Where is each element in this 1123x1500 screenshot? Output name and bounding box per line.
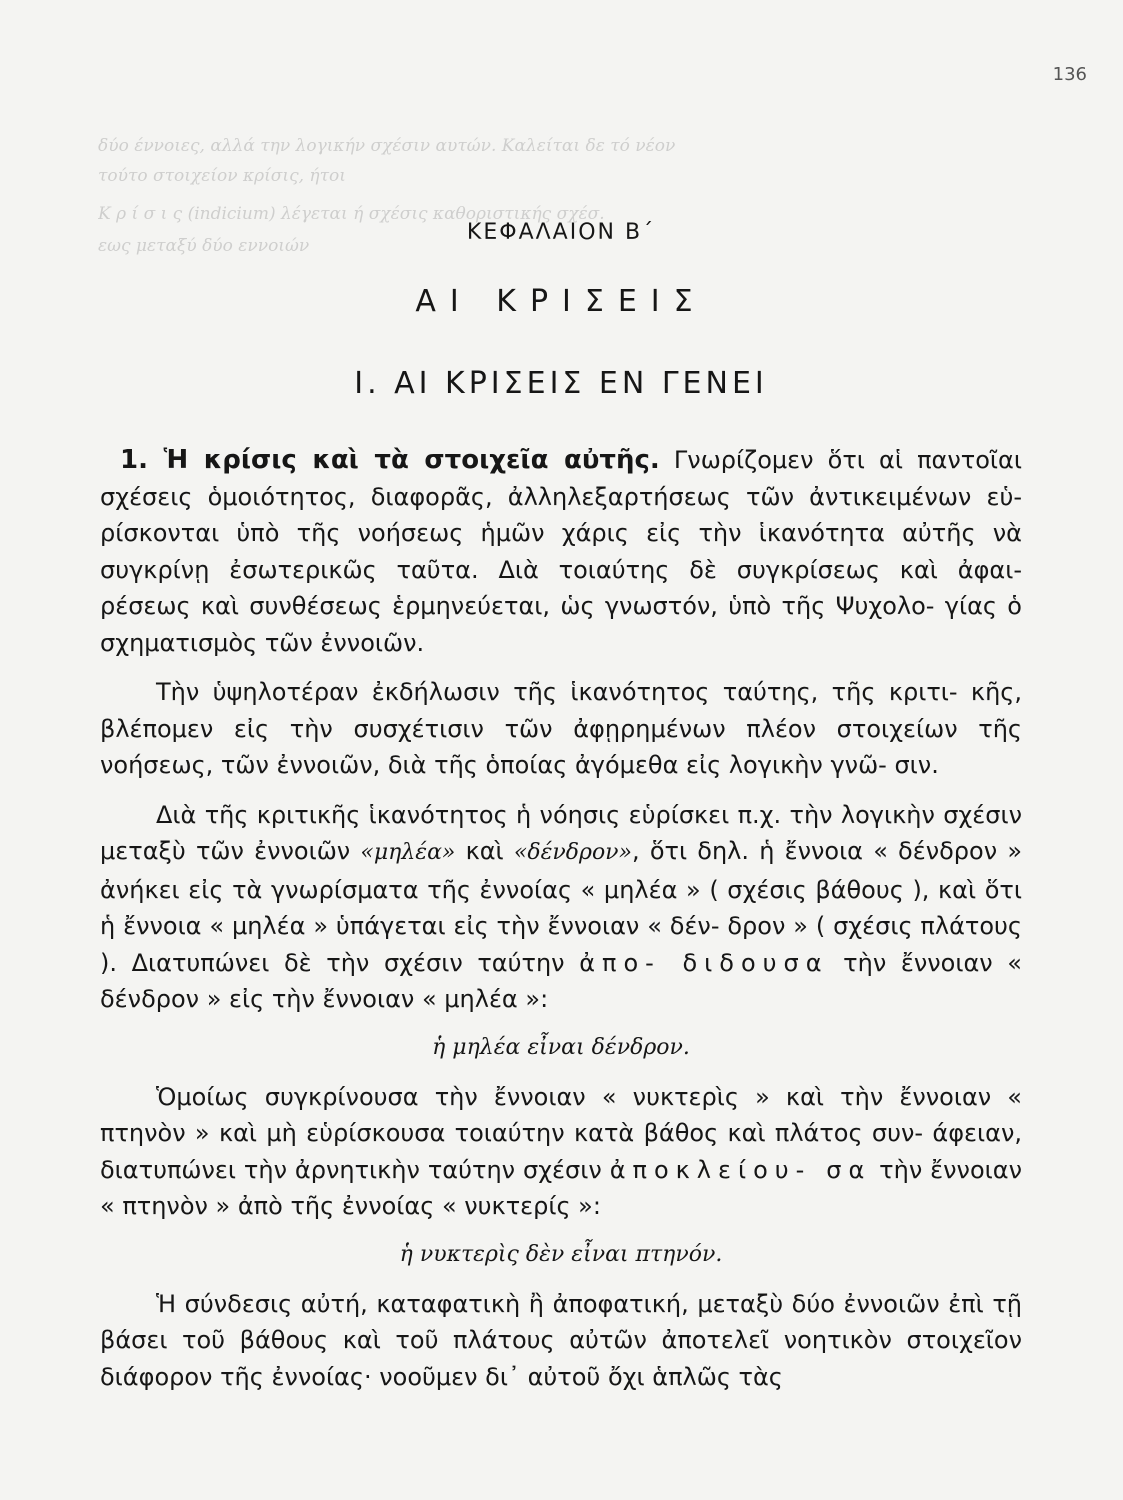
paragraph-2: Τὴν ὑψηλοτέραν ἐκδήλωσιν τῆς ἱκανότητος ταύτης, τῆς κριτι- κῆς, βλέπομεν εἰς τὴν συσχέτισιν τῶν ἀφῃρημένων πλέον στοιχείων τῆς νοήσεως, τῶν ἐννοιῶν, διὰ τῆς ὁποίας ἀγόμεθα εἰς λογικὴν γνῶ- σιν. (100, 678, 1022, 779)
bleed-through-line: εως μεταξύ δύο εννοιών (98, 236, 310, 256)
paragraph-5: Ἡ σύνδεσις αὐτή, καταφατικὴ ἢ ἀποφατική, μεταξὺ δύο ἐννοιῶν ἐπὶ τῇ βάσει τοῦ βάθους καὶ τοῦ πλάτους αὐτῶν ἀποτελεῖ νοητικὸν στοιχεῖον διάφορον τῆς ἐννοίας· νοοῦμεν δι᾽ αὐτοῦ ὄχι ἁπλῶς τὰς (100, 1289, 1022, 1391)
body-text (100, 442, 1022, 1395)
page-number: 136 (1052, 64, 1087, 85)
spaced-word: ἀποκλείου- σα (609, 1155, 872, 1184)
term-italic: «μηλέα» (360, 840, 456, 865)
spaced-word: ἀπο- διδουσα (579, 948, 829, 977)
paragraph-text: , ὅτι δηλ. ἡ ἔννοια « δένδρον » ἀνήκει εἰς τὰ γνωρίσματα τῆς ἐννοίας « μηλέα » ( σχέσις βάθους ), καὶ ὅτι ἡ ἔννοια « μηλέα » ὑπάγεται εἰς τὴν ἔννοιαν « δέν- δρον » ( σχέσις πλάτους ). Διατυπώνει δὲ τὴν σχέσιν ταύτην (100, 837, 1023, 977)
paragraph-text: Διὰ τῆς κριτικῆς ἱκανότητος ἡ νόησις εὑρίσκει π.χ. τὴν λογικὴν σχέσιν μεταξὺ τῶν ἐννοιῶν (100, 800, 1022, 865)
example-sentence: ἡ μηλέα εἶναι δένδρον. (432, 1034, 690, 1060)
section-title: Ι. ΑΙ ΚΡΙΣΕΙΣ ΕΝ ΓΕΝΕΙ (354, 366, 768, 401)
bleed-through-line: Κ ρ ί σ ι ς (indicium) λέγεται ή σχέσις καθοριστικής σχέσ. (98, 204, 605, 224)
bleed-through-line: τούτο στοιχείον κρίσις, ήτοι (98, 166, 346, 186)
paragraph-1 (100, 442, 1022, 661)
paragraph-text: Ὁμοίως συγκρίνουσα τὴν ἔννοιαν « νυκτερὶς » καὶ τὴν ἔννοιαν « πτηνὸν » καὶ μὴ εὑρίσκουσα τοιαύτην κατὰ βάθος καὶ πλάτος συν- άφειαν, διατυπώνει τὴν ἀρνητικὴν ταύτην σχέσιν (100, 1082, 1022, 1184)
paragraph-text: καὶ (455, 837, 514, 865)
example-sentence: ἡ νυκτερὶς δὲν εἶναι πτηνόν. (399, 1241, 723, 1267)
bleed-through-line: δύο έννοιες, αλλά την λογικήν σχέσιν αυτών. Καλείται δε τό νέον (98, 136, 676, 156)
chapter-title: ΑΙ ΚΡΙΣΕΙΣ (415, 284, 707, 319)
term-italic: «δένδρον» (513, 840, 633, 865)
paragraph-text: Γνωρίζομεν ὅτι αἱ παντοῖαι σχέσεις ὁμοιότητος, διαφορᾶς, ἀλληλεξαρτήσεως τῶν ἀντικειμένων εὑ- ρίσκονται ὑπὸ τῆς νοήσεως ἡμῶν χάρις εἰς τὴν ἱκανότητα αὐτῆς νὰ συγκρίνῃ ἐσωτερικῶς ταῦτα. Διὰ τοιαύτης δὲ συγκρίσεως καὶ ἀφαι- ρέσεως καὶ συνθέσεως ἑρμηνεύεται, ὡς γνωστόν, ὑπὸ τῆς Ψυχολο- γίας ὁ σχηματισμὸς τῶν ἐννοιῶν. (100, 446, 1022, 657)
paragraph-3 (100, 797, 1022, 1018)
paragraph-text: τὴν ἔννοιαν « πτηνὸν » ἀπὸ τῆς ἐννοίας « νυκτερίς »: (100, 1155, 1022, 1220)
chapter-label: ΚΕΦΑΛΑΙΟΝ Β΄ (466, 220, 656, 245)
paragraph-heading: 1. Ἡ κρίσις καὶ τὰ στοιχεῖα αὐτῆς. (120, 445, 660, 475)
paragraph-text: τὴν ἔννοιαν « δένδρον » εἰς τὴν ἔννοιαν « μηλέα »: (100, 948, 1022, 1013)
paragraph-4 (100, 1079, 1022, 1225)
